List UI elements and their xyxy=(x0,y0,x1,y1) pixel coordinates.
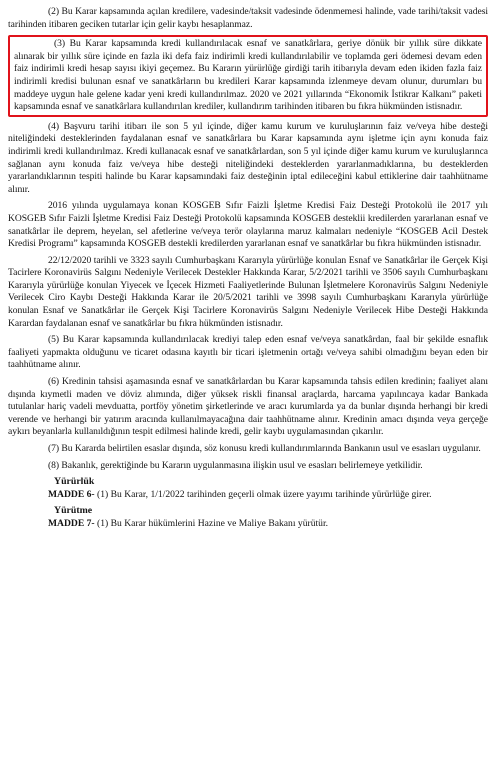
article-7 xyxy=(8,518,488,531)
paragraph-5: (5) Bu Karar kapsamında kullandırılacak krediyi talep eden esnaf ve/veya sanatkârdan, faal bir şekilde esnaflık faaliyeti yapmakta olduğunu ve ticaret odasına kayıtlı bir ticari işletmenin ortağı ve/veya sahibi olmadığını beyan eden bir taahhütname alınır. xyxy=(8,334,488,371)
article-6 xyxy=(8,489,488,502)
paragraph-4-koronavirus: 22/12/2020 tarihli ve 3323 sayılı Cumhurbaşkanı Kararıyla yürürlüğe konulan Esnaf ve Sanatkârlar ile Gerçek Kişi Tacirlere Koronavirüs Salgını Nedeniyle Verilecek Destekler Hakkında Karar, 5/2/2021 tarihli ve 3506 sayılı Cumhurbaşkanı Kararıyla yürürlüğe konulan Yiyecek ve İçecek Hizmeti Faaliyetlerinde Bulunan İşletmelere Koronavirüs Salgını Nedeniyle Verilecek Ciro Kaybı Desteği Hakkında Karar ile 20/5/2021 tarihli ve 3998 sayılı Cumhurbaşkanı Kararıyla yürürlüğe konulan Esnaf ve Sanatkârlar ile Gerçek Kişi Tacirlere Koronavirüs Salgını Nedeniyle Verilecek Hibe Desteği Hakkında Karardan faydalanan esnaf ve sanatkârlar bu fıkra hükmünden istisnadır. xyxy=(8,254,488,329)
paragraph-7: (7) Bu Kararda belirtilen esaslar dışında, söz konusu kredi kullandırımlarında Bankanın usul ve esasları uygulanır. xyxy=(48,443,481,454)
heading-yururluk: Yürürlük xyxy=(54,476,95,488)
paragraph-3: (3) Bu Karar kapsamında kredi kullandırılacak esnaf ve sanatkârlara, geriye dönük bir yıllık süre dikkate alınarak bir yıllık süre içinde en fazla iki defa faiz indirimli kredi kullandırılabilir ve toplamda geri ödemesi devam eden faiz indirimli kredi hesap sayısı ikiyi geçemez. Bu Kararın yürürlüğe girdiği tarih itibarıyla devam eden ikiden fazla faiz indirimli kredisi bulunan esnaf ve sanatkârların bu kredileri Karar kapsamında izlenmeye devam olunur, durumları bu maddeye uygun hale gelene kadar yeni kredi kullandırılmaz. 2020 ve 2021 yıllarında “Ekonomik İstikrar Kalkanı” paketi kapsamında esnaf ve sanatkârlara kullandırılan krediler, kullandırım tarihinden itibaren bu fıkra hükmünden istisnadır. xyxy=(14,38,482,113)
highlighted-paragraph-box xyxy=(8,35,488,117)
article-7-label: MADDE 7- xyxy=(48,517,95,529)
article-6-text: (1) Bu Karar, 1/1/2022 tarihinden geçerli olmak üzere yayımı tarihinde yürürlüğe girer. xyxy=(94,488,432,500)
article-7-text: (1) Bu Karar hükümlerini Hazine ve Maliye Bakanı yürütür. xyxy=(94,517,329,529)
article-6-label: MADDE 6- xyxy=(48,488,95,500)
paragraph-4-kosgeb: 2016 yılında uygulamaya konan KOSGEB Sıfır Faizli İşletme Kredisi Faiz Desteği Protokolü ile 2017 yılı KOSGEB Sıfır Faizli İşletme Kredisi Faiz Desteği Protokolü kapsamında KOSGEB desteklii kredilerden yararlanan esnaf ve sanatkârlar ile deprem, heyelan, sel afetlerine ve/veya terör olaylarına maruz kalmaları nedeniyle “KOSGEB Acil Destek Kredisi Programı” kapsamında KOSGEB destekli kredilerden yararlanan esnaf ve sanatkârlar bu fıkra hükmünden istisnadır. xyxy=(8,200,488,250)
paragraph-6: (6) Kredinin tahsisi aşamasında esnaf ve sanatkârlardan bu Karar kapsamında tahsis edilen kredinin; faaliyet alanı dışında kıymetli maden ve döviz alımında, diğer yüksek riskli finansal araçlarda, harcama yapılıncaya kadar Bankada tutulanlar hariç vadeli mevduatta, portföy yönetim şirketlerinde ve aracı kurumlarda ya da bunlar dışında herhangi bir kredi verende ve herhangi bir yatırım aracında kullanılmayacağına dair taahhütname alınır. Kredinin amacı dışında veya gerçeğe aykırı beyanlarla kullanıldığının tespit edilmesi halinde kredi, gelir kaybı uygulamasından çıkarılır. xyxy=(8,376,488,438)
paragraph-2: (2) Bu Karar kapsamında açılan kredilere, vadesinde/taksit vadesinde ödenmemesi halinde, vade tarihi/taksit vadesi tarihinden itibaren geciken tutarlar için gelir kaybı hesaplanmaz. xyxy=(8,6,488,30)
heading-yurutme: Yürütme xyxy=(54,505,93,517)
paragraph-8: (8) Bakanlık, gerektiğinde bu Kararın uygulanmasına ilişkin usul ve esasları belirlemeye yetkilidir. xyxy=(48,459,423,471)
paragraph-4: (4) Başvuru tarihi itibarı ile son 5 yıl içinde, diğer kamu kurum ve kuruluşlarının faiz ve/veya hibe desteği niteliğindeki desteklerinden faydalanan esnaf ve sanatkârlara bu Karar kapsamında aynı işletme için aynı konuda faiz indirimli kredi kullandırılmaz. Kredi kullanacak esnaf ve sanatkârlardan, son 5 yıl içinde diğer kamu kurum ve kuruluşlarınca sağlanan aynı konuda faiz ve/veya hibe desteği niteliğindeki desteklerden yararlanmadıklarına, bu desteklerden yararlandıklarının tespiti halinde bu Karar kapsamındaki faiz desteğinin iptal edileceğini kabul ettiklerine dair taahhütname alınır. xyxy=(8,120,488,195)
